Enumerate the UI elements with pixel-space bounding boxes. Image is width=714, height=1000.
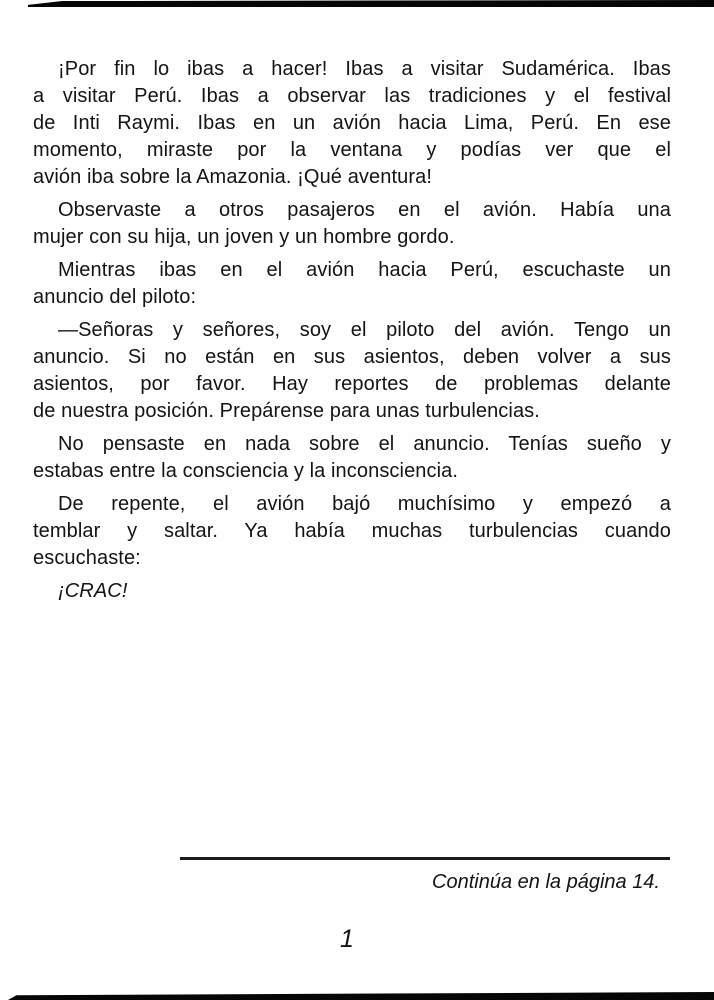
text-line: asientos, por favor. Hay reportes de problemas delante xyxy=(33,373,671,395)
scan-artifact-bottom xyxy=(8,992,714,1000)
text-line: de nuestra posición. Prepárense para unas turbulencias. xyxy=(33,400,540,422)
scan-artifact-top xyxy=(28,0,714,7)
paragraph-intro xyxy=(33,56,671,191)
text-line: mujer con su hija, un joven y un hombre gordo. xyxy=(33,226,455,248)
crac-exclamation: ¡CRAC! xyxy=(58,580,128,602)
text-line: de Inti Raymi. Ibas en un avión hacia Lima, Perú. En ese xyxy=(33,112,671,134)
paragraph-turbulence xyxy=(33,491,671,572)
text-line: ¡Por fin lo ibas a hacer! Ibas a visitar Sudamérica. Ibas xyxy=(58,58,671,80)
page-footer xyxy=(33,857,670,895)
paragraph-announcement-intro xyxy=(33,257,671,311)
text-line: escuchaste: xyxy=(33,547,141,569)
paragraph-passengers xyxy=(33,197,671,251)
text-line: De repente, el avión bajó muchísimo y empezó a xyxy=(58,493,671,515)
text-line: temblar y saltar. Ya había muchas turbulencias cuando xyxy=(33,520,671,542)
story-text xyxy=(33,56,671,611)
paragraph-crac xyxy=(33,578,671,605)
text-line: momento, miraste por la ventana y podías ver que el xyxy=(33,139,671,161)
footer-divider xyxy=(180,857,670,860)
text-line: Mientras ibas en el avión hacia Perú, escuchaste un xyxy=(58,259,671,281)
continuation-note: Continúa en la página 14. xyxy=(432,871,660,893)
text-line: avión iba sobre la Amazonia. ¡Qué aventura! xyxy=(33,166,432,188)
paragraph-sleepy xyxy=(33,431,671,485)
text-line: No pensaste en nada sobre el anuncio. Tenías sueño y xyxy=(58,433,671,455)
text-line: —Señoras y señores, soy el piloto del avión. Tengo un xyxy=(58,319,671,341)
text-line: Observaste a otros pasajeros en el avión. Había una xyxy=(58,199,671,221)
text-line: anuncio del piloto: xyxy=(33,286,197,308)
text-line: anuncio. Si no están en sus asientos, deben volver a sus xyxy=(33,346,671,368)
paragraph-pilot-speech xyxy=(33,317,671,425)
page-number: 1 xyxy=(340,925,354,953)
text-line: a visitar Perú. Ibas a observar las tradiciones y el festival xyxy=(33,85,671,107)
text-line: estabas entre la consciencia y la inconsciencia. xyxy=(33,460,459,482)
